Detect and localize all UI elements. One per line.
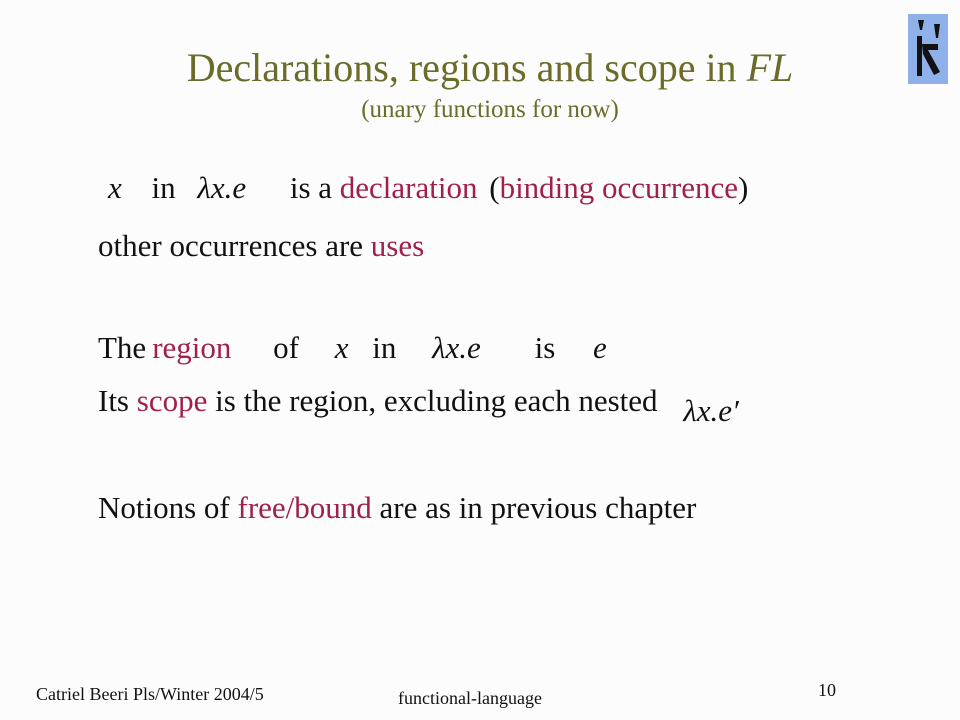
keyword-uses: uses xyxy=(370,228,425,263)
text-other-occurrences: other occurrences are xyxy=(98,228,364,263)
lambda-expr-2: λx.e xyxy=(432,330,481,365)
footer-author: Catriel Beeri Pls/Winter 2004/5 xyxy=(36,684,264,704)
text-notions-rest: are as in previous chapter xyxy=(379,490,697,525)
line-scope xyxy=(98,383,739,428)
keyword-binding-occurrence: binding occurrence xyxy=(499,170,738,205)
footer-topic: functional-language xyxy=(398,688,542,708)
title-text: Declarations, regions and scope in xyxy=(186,45,747,90)
text-scope-rest: is the region, excluding each nested xyxy=(215,383,658,418)
keyword-scope: scope xyxy=(136,383,208,418)
var-x: x xyxy=(108,170,122,205)
word-is: is xyxy=(534,330,556,365)
slide-title xyxy=(0,44,960,91)
page-number: 10 xyxy=(818,680,836,700)
word-of: of xyxy=(273,330,299,365)
word-is-a: is a xyxy=(289,170,333,205)
lambda-expr-prime: λx.e′ xyxy=(683,393,739,428)
keyword-declaration: declaration xyxy=(339,170,478,205)
close-paren: ) xyxy=(737,170,749,205)
line-region xyxy=(98,330,607,366)
keyword-free-bound: free/bound xyxy=(237,490,372,525)
line-declaration xyxy=(108,170,748,206)
open-paren: ( xyxy=(489,170,500,205)
var-x-2: x xyxy=(334,330,349,365)
word-in: in xyxy=(151,170,176,205)
word-the: The xyxy=(98,330,147,365)
line-uses xyxy=(98,228,424,264)
text-notions-of: Notions of xyxy=(98,490,230,525)
word-in-2: in xyxy=(372,330,397,365)
title-fl: FL xyxy=(746,45,794,90)
line-free-bound xyxy=(98,490,696,526)
keyword-region: region xyxy=(152,330,232,365)
expr-e: e xyxy=(593,330,607,365)
slide-subtitle: (unary functions for now) xyxy=(361,96,619,123)
word-its: Its xyxy=(98,383,129,418)
lambda-expr: λx.e xyxy=(197,170,247,205)
